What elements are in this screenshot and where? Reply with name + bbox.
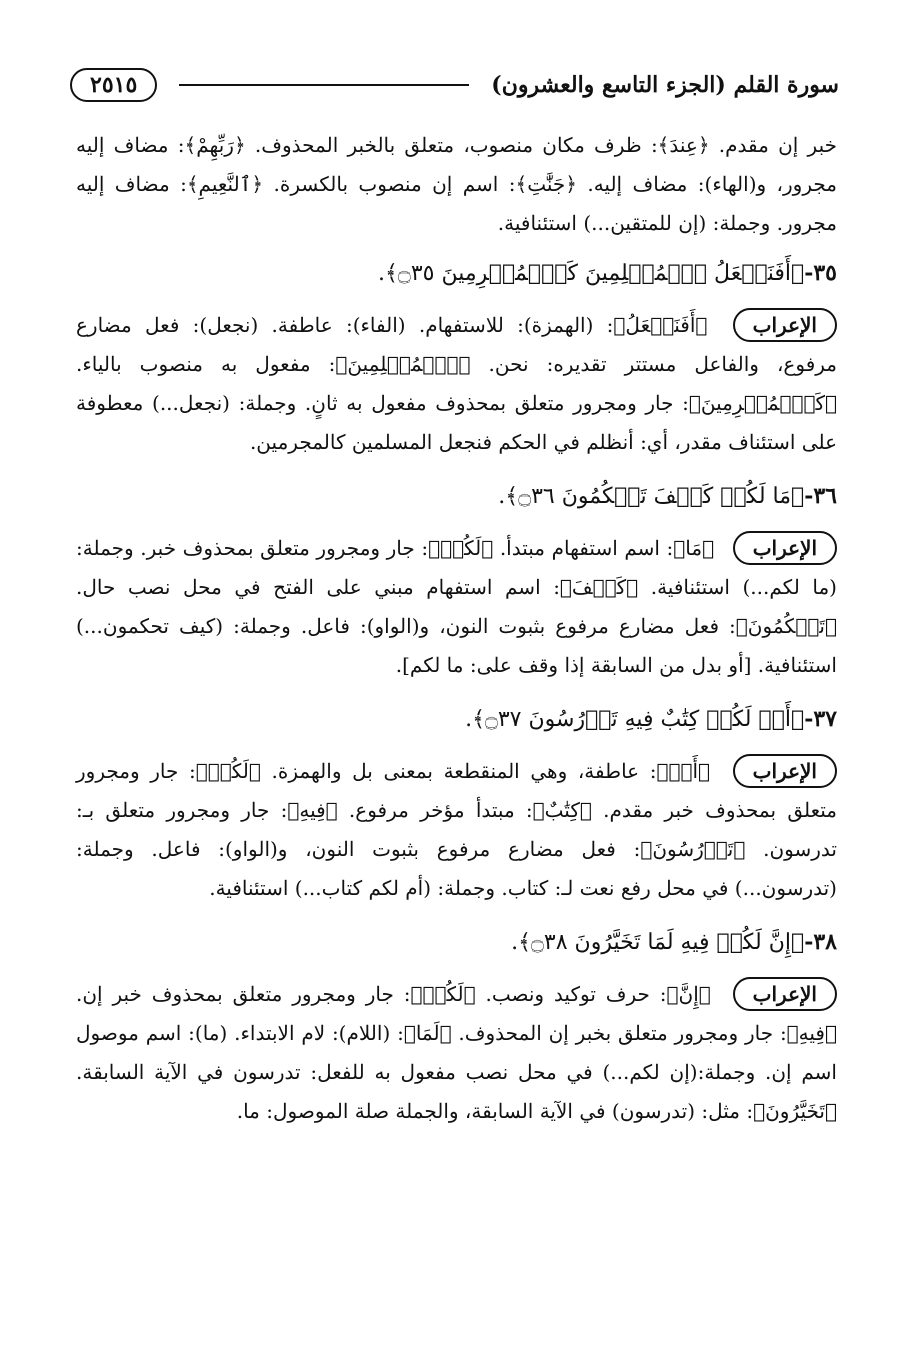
irab-line: متعلق بمحذوف مفعول به ثانٍ. وجملة: (نجعل...) معطوفة على استئناف مقدر، أي: أنظلم في: [76, 391, 837, 454]
irab-line: والفاعل مستتر تقديره: نحن. ﴿ٱلۡمُسۡلِمِينَ﴾: مفعول به منصوب بالياء. ﴿كَٱلۡمُجۡرِمِينَ﴾: جار ومجرور: [76, 352, 838, 415]
intro-line: خبر إن مقدم. ﴿عِندَ﴾: ظرف مكان منصوب، متعلق بالخبر المحذوف. ﴿رَبِّهِمْ﴾: مضاف إليه: [76, 133, 837, 157]
irab-badge: الإعراب: [733, 754, 837, 788]
verse-heading-35: [76, 253, 837, 294]
verse-number: ٣٨-: [804, 929, 837, 955]
page-number: ٢٥١٥: [70, 68, 157, 102]
irab-paragraph-35: [76, 306, 837, 462]
page-content: [76, 126, 837, 1145]
irab-line: بمحذوف خبر مقدم. ﴿كِتَٰبٌ﴾: مبتدأ مؤخر مرفوع. ﴿فِيهِ﴾: جار ومجرور متعلق بـ: تدرسون.: [76, 798, 837, 861]
irab-paragraph-38: [76, 975, 837, 1131]
running-title: [491, 72, 839, 98]
irab-line: ﴿تَدۡرُسُونَ﴾: فعل مضارع مرفوع بثبوت النون، و(الواو): فاعل. وجملة: (تدرسون...) في محل: [76, 837, 837, 900]
irab-line: ﴿مَا﴾: اسم استفهام مبتدأ. ﴿لَكُمۡ﴾: جار ومجرور متعلق بمحذوف خبر.: [140, 536, 715, 560]
irab-line: رفع نعت لـ: كتاب. وجملة: (أم لكم كتاب...) استئنافية.: [209, 876, 651, 900]
surah-name: سورة القلم: [733, 72, 839, 98]
verse-text: ﴿إِنَّ لَكُمۡ فِيهِ لَمَا تَخَيَّرُونَ ۝٣٨﴾.: [511, 930, 805, 955]
irab-badge: الإعراب: [733, 308, 837, 342]
irab-line: ﴿أَمۡ﴾: عاطفة، وهي المنقطعة بمعنى بل والهمزة. ﴿لَكُمۡ﴾: جار ومجرور متعلق: [76, 759, 838, 822]
verse-number: ٣٦-: [804, 483, 837, 509]
intro-paragraph: [76, 126, 837, 243]
juz-name: (الجزء التاسع والعشرون): [491, 72, 726, 98]
irab-line: ﴿تَحۡكُمُونَ﴾: فعل مضارع مرفوع بثبوت النون، و(الواو): فاعل. وجملة: (كيف تحكمون...): [76, 614, 837, 638]
irab-paragraph-36: [76, 529, 837, 685]
intro-line: مجرور. وجملة: (إن للمتقين...) استئنافية.: [497, 211, 837, 235]
irab-badge: الإعراب: [733, 531, 837, 565]
irab-line: ﴿تَخَيَّرُونَ﴾: مثل: (تدرسون) في الآية السابقة، والجملة صلة الموصول: ما.: [236, 1099, 837, 1123]
verse-heading-38: [76, 922, 837, 963]
irab-line: الحكم فنجعل المسلمين كالمجرمين.: [249, 430, 548, 454]
verse-text: ﴿أَمۡ لَكُمۡ كِتَٰبٌ فِيهِ تَدۡرُسُونَ ۝٣٧﴾.: [465, 707, 805, 732]
intro-line: مجرور، و(الهاء): مضاف إليه. ﴿جَنَّٰتِ﴾: اسم إن منصوب بالكسرة. ﴿ٱلنَّعِيمِ﴾: مضاف إليه: [76, 172, 837, 196]
irab-line: وجملة: (ما لكم...) استئنافية. ﴿كَيۡفَ﴾: اسم استفهام مبني على الفتح في محل نصب حال.: [76, 536, 837, 599]
irab-line: ﴿إِنَّ﴾: حرف توكيد ونصب. ﴿لَكُمۡ﴾: جار ومجرور متعلق بمحذوف خبر إن.: [76, 982, 711, 1006]
verse-number: ٣٧-: [804, 706, 837, 732]
verse-heading-36: [76, 476, 837, 517]
verse-text: ﴿أَفَنَجۡعَلُ ٱلۡمُسۡلِمِينَ كَٱلۡمُجۡرِمِينَ ۝٣٥﴾.: [378, 261, 805, 286]
irab-badge: الإعراب: [733, 977, 837, 1011]
verse-text: ﴿مَا لَكُمۡ كَيۡفَ تَحۡكُمُونَ ۝٣٦﴾.: [498, 484, 805, 509]
page-header: [70, 62, 839, 108]
verse-number: ٣٥-: [804, 260, 837, 286]
irab-paragraph-37: [76, 752, 837, 908]
irab-line: ﴿أَفَنَجۡعَلُ﴾: (الهمزة): للاستفهام. (الفاء): عاطفة. (نجعل): فعل مضارع مرفوع،: [76, 313, 837, 376]
header-divider: [179, 84, 469, 86]
irab-line: ﴿فِيهِ﴾: جار ومجرور متعلق بخبر إن المحذوف. ﴿لَمَا﴾: (اللام): لام الابتداء. (ما): اسم موصول: [76, 1021, 837, 1045]
verse-heading-37: [76, 699, 837, 740]
irab-line: اسم إن. وجملة:(إن لكم...) في محل نصب مفعول به للفعل: تدرسون في الآية السابقة.: [76, 1060, 837, 1084]
irab-line: استئنافية. [أو بدل من السابقة إذا وقف على: ما لكم].: [395, 653, 837, 677]
